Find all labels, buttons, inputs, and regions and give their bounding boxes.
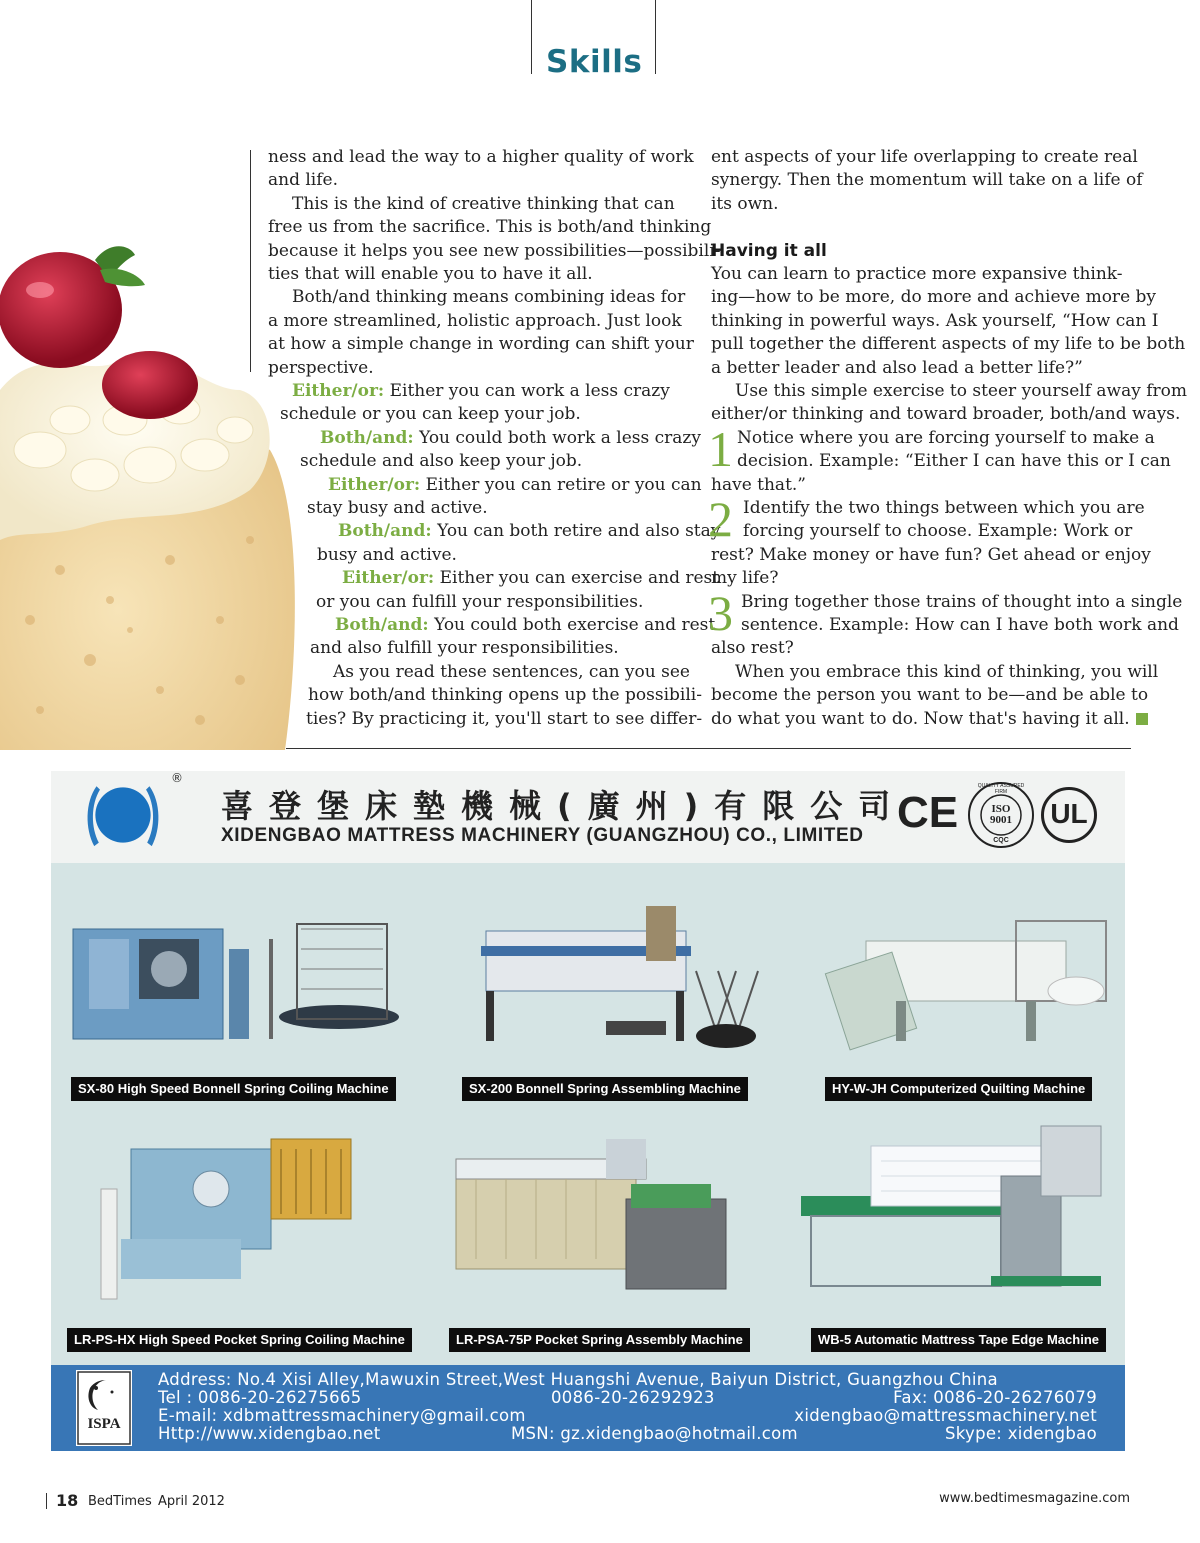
issue-date: April 2012 [158,1494,225,1509]
telephone-2: 0086-20-26292923 [551,1388,715,1407]
text-run: rest? Make money or have fun? Get ahead or enjoy [711,544,1151,565]
machine-caption-sx80: SX-80 High Speed Bonnell Spring Coiling Machine [71,1077,396,1101]
text-run: Use this simple exercise to steer yourself away from [735,381,1188,401]
ispa-label: ISPA [87,1416,121,1432]
ul-label: UL [1050,798,1088,829]
text-run: Both/and thinking means combining ideas for [292,287,686,308]
text-run: because it helps you see new possibilities—possibili- [268,240,721,261]
text-run: its own. [711,193,779,214]
folio-bar [46,1493,47,1509]
text-run: You can learn to practice more expansive think- [711,264,1123,284]
text-run: thinking in powerful ways. Ask yourself, “How can I [711,310,1159,331]
text-line [711,544,1151,567]
machine-image-hywjh [816,901,1116,1061]
telephone-1: Tel : 0086-20-26275665 [158,1388,362,1407]
text-run: Having it all [711,240,827,261]
text-line [737,450,1171,473]
text-run: busy and active. [317,544,457,565]
company-address: Address: No.4 Xisi Alley,Mawuxin Street,West Huangshi Avenue, Baiyun District, Guangzhou China [158,1370,998,1389]
text-line [292,193,675,216]
text-run: Either you can exercise and rest [434,568,720,589]
step-number-1: 1 [708,421,733,477]
text-run: You can both retire and also stay [431,521,721,542]
ce-mark-icon: CE [897,788,959,837]
machine-caption-lrpsa75p: LR-PSA-75P Pocket Spring Assembly Machine [449,1328,750,1352]
text-line [741,591,1182,614]
text-run: You could both exercise and rest [428,615,716,635]
text-line [328,474,702,497]
header-rule-right [655,0,656,74]
text-line [310,637,619,660]
text-line [338,520,720,543]
subheading [711,240,827,263]
text-line [317,544,457,567]
text-run: Notice where you are forcing yourself to make a [737,427,1155,448]
text-run: ing—how to be more, do more and achieve more by [711,287,1157,308]
text-run: forcing yourself to choose. Example: Work or [743,521,1133,542]
text-line [335,614,715,637]
advertisement [51,771,1125,1451]
machine-image-sx80 [69,909,399,1059]
machine-caption-sx200: SX-200 Bonnell Spring Assembling Machine [462,1077,748,1101]
company-name-english: XIDENGBAO MATTRESS MACHINERY (GUANGZHOU) CO., LIMITED [221,825,864,846]
text-line [711,684,1148,707]
text-run: Either you can work a less crazy [384,381,670,401]
ad-contact-bar [51,1365,1125,1451]
text-run: ness and lead the way to a higher quality of work [268,147,694,167]
text-run: synergy. Then the momentum will take on a life of [711,170,1143,191]
text-line [316,591,643,614]
lead-in-label: Either/or: [328,474,421,495]
text-line [333,661,690,684]
text-line [308,684,702,707]
lead-in-label: Both/and: [335,615,429,635]
text-line [307,497,488,520]
article-left-column [0,146,721,736]
registered-mark: ® [171,771,183,785]
fax-number: Fax: 0086-20-26276079 [893,1388,1097,1407]
text-line [737,427,1155,450]
text-run: ties that will enable you to have it all. [268,264,593,284]
iso-bottom-text: CQC [993,837,1009,844]
text-line [280,403,581,426]
text-run: schedule and also keep your job. [300,451,583,472]
text-run: schedule or you can keep your job. [280,404,581,425]
text-run: ent aspects of your life overlapping to create real [711,147,1138,167]
lead-in-label: Both/and: [320,427,414,448]
text-line [735,661,1158,684]
text-line [741,614,1179,637]
text-line [711,146,1138,169]
text-run: sentence. Example: How can I have both work and [741,615,1179,635]
company-logo [77,777,169,853]
text-line [711,333,1185,356]
text-line [268,263,593,286]
page-number: 18 [56,1491,79,1510]
msn-contact: MSN: gz.xidengbao@hotmail.com [511,1424,798,1443]
end-of-article-mark [1136,713,1148,725]
iso-label: ISO 9001 [990,803,1012,826]
email-1: E-mail: xdbmattressmachinery@gmail.com [158,1406,526,1425]
text-run: a more streamlined, holistic approach. Just look [268,310,682,331]
text-line [292,380,670,403]
text-run: how both/and thinking opens up the possibili- [308,685,702,706]
text-line [711,286,1156,309]
text-run: Bring together those trains of thought into a single [741,591,1183,612]
text-line [306,708,702,731]
article-end-rule [286,748,1131,749]
text-run: As you read these sentences, can you see [333,661,690,682]
text-line [711,357,1083,380]
text-line [711,403,1180,426]
text-line [342,567,719,590]
section-title: Skills [546,44,643,80]
machine-image-sx200 [456,901,776,1061]
text-run: either/or thinking and toward broader, both/and ways. [711,404,1181,425]
text-line [320,427,701,450]
iso-9001-badge [967,781,1035,849]
ul-mark-icon [1041,787,1097,843]
text-line [268,169,338,192]
text-line [743,520,1132,543]
skype-contact: Skype: xidengbao [944,1424,1097,1443]
text-run: free us from the sacrifice. This is both/and thinking [268,217,712,238]
text-line [711,193,779,216]
step-number-2: 2 [708,491,733,547]
text-run: my life? [711,568,779,589]
text-line [268,240,720,263]
email-2: xidengbao@mattressmachinery.net [794,1406,1097,1425]
text-line [711,708,1148,731]
text-run: also rest? [711,638,794,659]
text-run: become the person you want to be—and be able to [711,685,1149,706]
ad-header [51,771,1125,863]
text-line [268,216,711,239]
text-line [711,310,1158,333]
text-run: decision. Example: “Either I can have this or I can [737,451,1171,472]
text-run: a better leader and also lead a better life?” [711,357,1083,378]
ispa-logo [76,1370,132,1446]
machine-image-wb5 [791,1116,1121,1316]
machine-image-lrpsa75p [446,1129,746,1309]
step-number-3: 3 [708,585,733,641]
text-run: Either you can retire or you can [420,474,702,495]
text-run: This is the kind of creative thinking that can [292,193,675,214]
lead-in-label: Either/or: [342,568,435,589]
text-line [735,380,1187,403]
text-line [292,286,685,309]
text-run: and also fulfill your responsibilities. [310,638,619,659]
article-right-column [711,146,1188,736]
machine-caption-wb5: WB-5 Automatic Mattress Tape Edge Machine [811,1328,1106,1352]
company-name-chinese: 喜登堡床墊機械(廣州)有限公司 [221,787,907,825]
text-run: stay busy and active. [307,498,488,518]
text-line [711,263,1123,286]
machine-caption-lrpshx: LR-PS-HX High Speed Pocket Spring Coiling Machine [67,1328,412,1352]
text-line [743,497,1145,520]
text-run: ties? By practicing it, you'll start to see differ- [306,708,703,729]
lead-in-label: Either/or: [292,381,385,401]
machine-image-lrpshx [91,1129,371,1309]
text-run: Identify the two things between which you are [743,498,1145,518]
text-line [268,357,374,380]
magazine-url: www.bedtimesmagazine.com [939,1491,1130,1506]
machine-caption-hywjh: HY-W-JH Computerized Quilting Machine [825,1077,1092,1101]
text-line [711,169,1143,192]
text-run: do what you want to do. Now that's having it all. [711,708,1130,729]
text-run: When you embrace this kind of thinking, you will [735,661,1159,682]
iso-ring-text: QUALITY ASSURED FIRM [977,783,1025,795]
text-run: or you can fulfill your responsibilities. [316,591,644,612]
text-run: at how a simple change in wording can shift your [268,334,694,355]
text-line [268,333,694,356]
text-run: and life. [268,170,339,191]
text-line [268,146,694,169]
website: Http://www.xidengbao.net [158,1424,381,1443]
text-run: perspective. [268,357,374,378]
text-run: pull together the different aspects of my life to be both [711,334,1186,355]
text-run: have that.” [711,474,806,495]
magazine-name: BedTimes [88,1494,152,1509]
text-line [268,310,682,333]
text-line [300,450,582,473]
header-rule-left [531,0,532,74]
lead-in-label: Both/and: [338,521,432,542]
text-run: You could both work a less crazy [413,427,701,448]
